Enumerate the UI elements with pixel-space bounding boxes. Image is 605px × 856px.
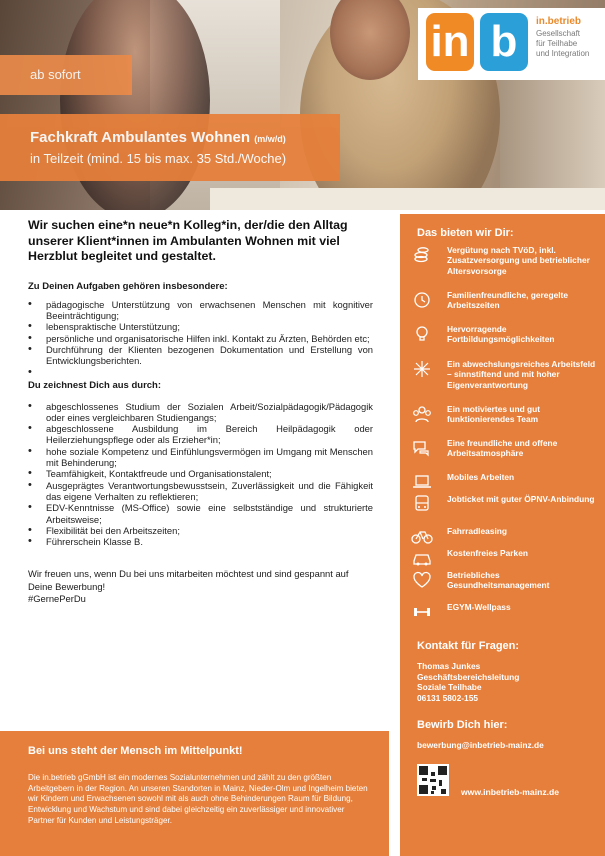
- contact-heading: Kontakt für Fragen:: [417, 640, 520, 652]
- tasks-heading: Zu Deinen Aufgaben gehören insbesondere:: [28, 280, 228, 292]
- health-icon: [410, 570, 434, 590]
- clock-icon: [410, 290, 434, 310]
- about-text: Die in.betrieb gGmbH ist ein modernes Sozialunternehmen und zählt zu den größten Arbeitgebern in der Region. An unseren Standorten in Mainz, Nieder-Olm und Ingelheim bieten wir Kindern und Erwachsenen sowohl mit als auch ohne Behinderungen Raum für Bildung, Entwicklung und Wachstum und sind dabei gleichzeitig ein zuverlässiger und innovativer Partner für Kunden und Leistungsträger.: [28, 773, 368, 825]
- fitness-icon: [410, 602, 434, 622]
- contact-details: Thomas Junkes Geschäftsbereichsleitung Soziale Teilhabe 06131 5802-155: [417, 661, 520, 703]
- benefit-text: Ein abwechslungsreiches Arbeitsfeld – sinnstiftend und mit hoher Eigenverantwortung: [447, 359, 596, 390]
- list-item: • pädagogische Unterstützung von erwachsenen Menschen mit kognitiver Beeinträchtigung;: [28, 299, 373, 322]
- start-date-text: ab sofort: [30, 67, 81, 82]
- logo-tagline: Gesellschaft für Teilhabe und Integration: [536, 29, 590, 58]
- list-item: • lebenspraktische Unterstützung;: [28, 321, 373, 332]
- list-item: • Teamfähigkeit, Kontaktfreude und Organisationstalent;: [28, 468, 373, 479]
- company-logo: in b in.betrieb Gesellschaft für Teilhabe und Integration: [418, 8, 605, 80]
- car-icon: [410, 548, 434, 568]
- sparkle-icon: [410, 359, 434, 379]
- benefit-text: Jobticket mit guter ÖPNV-Anbindung: [447, 494, 595, 504]
- list-item: • abgeschlossenes Studium der Sozialen Arbeit/Sozialpädagogik/Pädagogik oder eines vergleichbaren Studiengangs;: [28, 401, 373, 424]
- logo-brand: in.betrieb: [536, 16, 582, 27]
- benefit-text: Eine freundliche und offene Arbeitsatmosphäre: [447, 438, 558, 459]
- benefit-text: Betriebliches Gesundheitsmanagement: [447, 570, 550, 591]
- website-link[interactable]: www.inbetrieb-mainz.de: [461, 787, 560, 797]
- chat-icon: [410, 438, 434, 458]
- main-content: [28, 218, 373, 605]
- list-item: • Durchführung der Klienten bezogenen Dokumentation und Erstellung von Entwicklungsberichten.: [28, 344, 373, 367]
- list-item: • EDV-Kenntnisse (MS-Office) sowie eine selbstständige und strukturierte Arbeitsweise;: [28, 502, 373, 525]
- list-item: • persönliche und organisatorische Hilfen inkl. Kontakt zu Ärzten, Behörden etc;: [28, 333, 373, 344]
- list-item: • Ausgeprägtes Verantwortungsbewusstsein, Zuverlässigkeit und die Fähigkeit das eigene Verhalten zu reflektieren;: [28, 480, 373, 503]
- list-item: • Flexibilität bei den Arbeitszeiten;: [28, 525, 373, 536]
- benefits-panel: [400, 214, 605, 856]
- apply-email[interactable]: bewerbung@inbetrieb-mainz.de: [417, 740, 544, 750]
- lightbulb-icon: [410, 324, 434, 344]
- about-box: [0, 731, 389, 856]
- start-date-tag: [0, 55, 132, 95]
- profile-heading: Du zeichnest Dich aus durch:: [28, 379, 162, 391]
- job-title: Fachkraft Ambulantes Wohnen (m/w/d): [30, 129, 286, 146]
- bicycle-icon: [410, 526, 434, 546]
- closing-text: Wir freuen uns, wenn Du bei uns mitarbeiten möchtest und sind gespannt auf Deine Bewerbung! #GernePerDu: [28, 568, 349, 605]
- qr-code[interactable]: [417, 764, 449, 796]
- benefit-text: Vergütung nach TVöD, inkl. Zusatzversorgung und betrieblicher Altersvorsorge: [447, 245, 590, 276]
- tasks-list: [28, 299, 373, 378]
- intro-headline: Wir suchen eine*n neue*n Kolleg*in, der/die den Alltag unserer Klient*innen im Ambulanten Wohnen mit viel Herzblut begleitet und gestaltet.: [28, 218, 348, 264]
- apply-heading: Bewirb Dich hier:: [417, 719, 508, 731]
- job-subtitle: in Teilzeit (mind. 15 bis max. 35 Std./Woche): [30, 151, 287, 166]
- laptop-icon: [410, 472, 434, 492]
- benefit-text: Kostenfreies Parken: [447, 548, 528, 558]
- benefit-text: Mobiles Arbeiten: [447, 472, 515, 482]
- benefit-text: EGYM-Wellpass: [447, 602, 511, 612]
- benefit-text: Familienfreundliche, geregelte Arbeitszeiten: [447, 290, 569, 311]
- list-item: [28, 367, 373, 378]
- team-icon: [410, 404, 434, 424]
- offer-heading: Das bieten wir Dir:: [417, 227, 514, 239]
- benefit-text: Fahrradleasing: [447, 526, 508, 536]
- benefit-text: Hervorragende Fortbildungsmöglichkeiten: [447, 324, 555, 345]
- coins-icon: [410, 245, 434, 265]
- list-item: • hohe soziale Kompetenz und Einfühlungsvermögen im Umgang mit Menschen mit Behinderung;: [28, 446, 373, 469]
- benefit-text: Ein motiviertes und gut funktionierendes Team: [447, 404, 541, 425]
- list-item: • Führerschein Klasse B.: [28, 536, 373, 547]
- bus-icon: [410, 494, 434, 514]
- about-heading: Bei uns steht der Mensch im Mittelpunkt!: [28, 745, 243, 757]
- profile-list: [28, 401, 373, 548]
- list-item: • abgeschlossene Ausbildung im Bereich Heilpädagogik oder Heilerziehungspflege oder als Erzieher*in;: [28, 423, 373, 446]
- job-title-box: [0, 114, 340, 181]
